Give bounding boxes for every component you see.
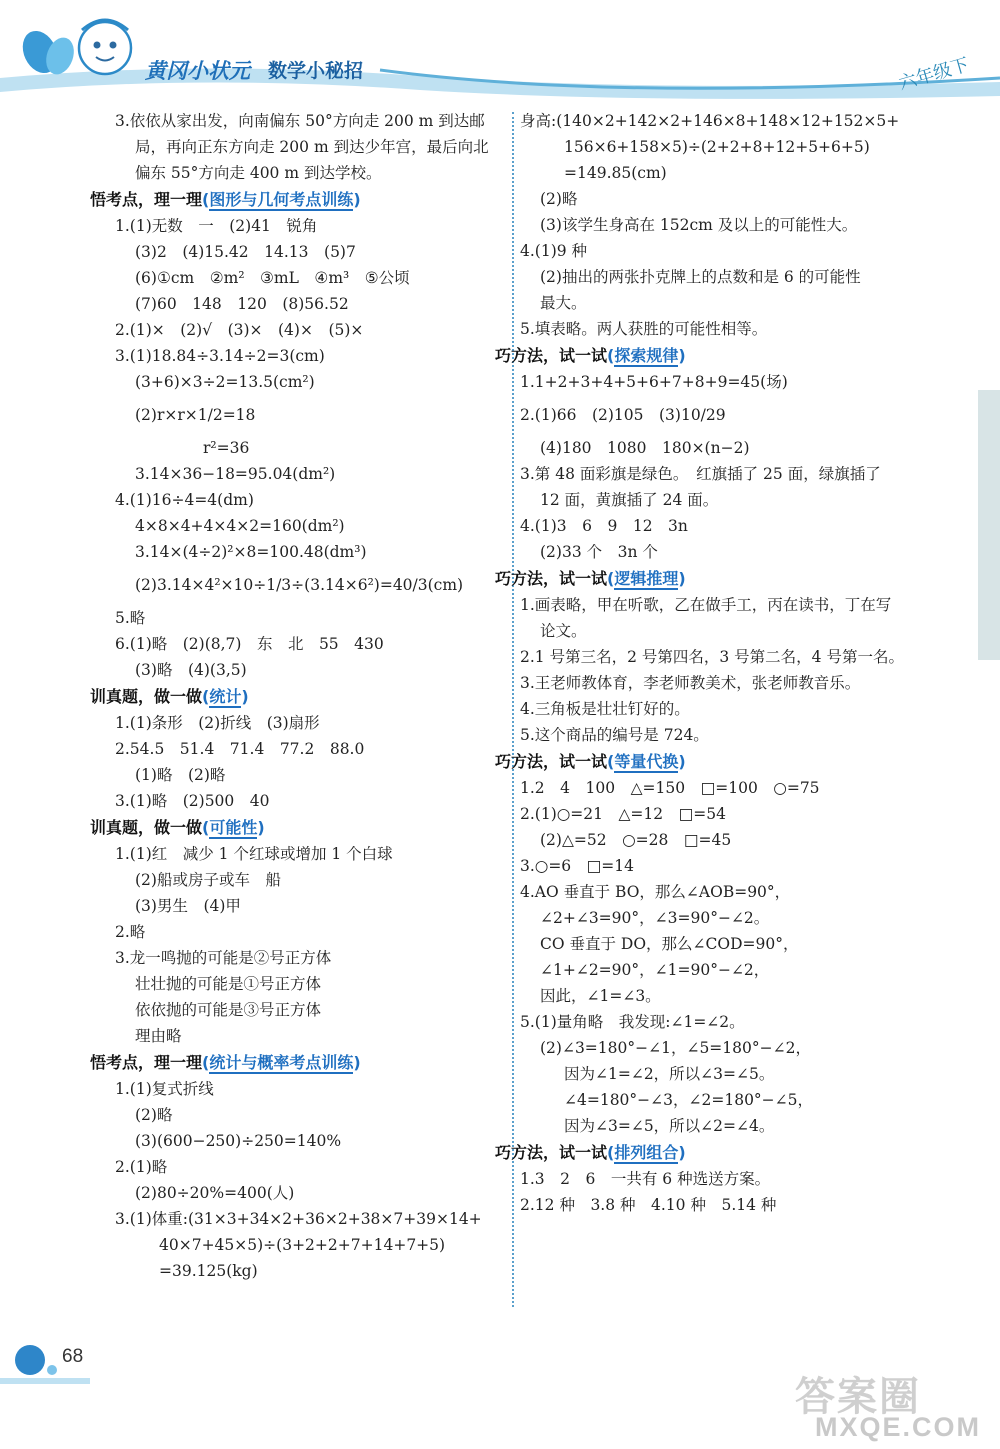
answer-line: ∠2+∠3=90°，∠3=90°−∠2。 [540,909,770,927]
answer-line: r²=36 [203,439,250,457]
answer-line: ∠4=180°−∠3，∠2=180°−∠5， [564,1091,814,1109]
answer-line: (2)略 [135,1106,173,1124]
grade-label: 六年级下 [896,54,972,95]
answer-line: (3)(600−250)÷250=140% [135,1132,342,1150]
answer-line: 3.○=6 □=14 [520,857,635,875]
answer-line: 156×6+158×5)÷(2+2+8+12+5+6+5) [564,138,870,156]
answer-line: (2)r×r×1/2=18 [135,406,256,424]
answer-line: (2)80÷20%=400(人) [135,1184,295,1202]
answer-line: 论文。 [540,622,587,640]
section-title: 训真题，做一做 [90,818,203,837]
answer-line: CO 垂直于 DO，那么∠COD=90°， [540,935,799,953]
answer-line: 2.(1)略 [115,1158,168,1176]
section-title: 巧方法，试一试 [495,1143,608,1162]
answer-line: 2.12 种 3.8 种 4.10 种 5.14 种 [520,1196,777,1214]
section-heading: 巧方法，试一试(排列组合) [495,1143,686,1162]
answer-line: ∠1+∠2=90°，∠1=90°−∠2， [540,961,770,979]
answer-line: 依依抛的可能是③号正方体 [135,1001,322,1019]
answer-line: 4.(1)3 6 9 12 3n [520,517,688,535]
answer-line: 3.龙一鸣抛的可能是②号正方体 [115,949,332,967]
answer-line: 1.1+2+3+4+5+6+7+8+9=45(场) [520,373,788,391]
section-topic: 探索规律 [614,346,679,365]
section-title: 悟考点，理一理 [90,1053,203,1072]
answer-line: (2)△=52 ○=28 □=45 [540,831,732,849]
answer-line: 2.(1)× (2)√ (3)× (4)× (5)× [115,321,364,339]
header-banner [0,0,1000,105]
answer-line: 偏东 55°方向走 400 m 到达学校。 [135,164,382,182]
answer-line: 3.(1)体重:(31×3+34×2+36×2+38×7+39×14+ [115,1210,482,1228]
answer-line: 4.(1)16÷4=4(dm) [115,491,254,509]
answer-line: 1.(1)条形 (2)折线 (3)扇形 [115,714,320,732]
answer-line: (2)∠3=180°−∠1，∠5=180°−∠2， [540,1039,811,1057]
answer-line: 3.14×36−18=95.04(dm²) [135,465,336,483]
answer-line: =149.85(cm) [564,164,667,182]
answer-line: 1.2 4 100 △=150 □=100 ○=75 [520,779,820,797]
answer-line: 4.AO 垂直于 BO，那么∠AOB=90°， [520,883,791,901]
answer-line: 3.14×(4÷2)²×8=100.48(dm³) [135,543,367,561]
section-title: 巧方法，试一试 [495,752,608,771]
answer-line: 5.填表略。两人获胜的可能性相等。 [520,320,768,338]
answer-line: 5.略 [115,609,146,627]
page-header [0,0,1000,105]
section-title: 训真题，做一做 [90,687,203,706]
answer-line: 因为∠3=∠5，所以∠2=∠4。 [564,1117,775,1135]
watermark-logo: 答案圈 [795,1374,921,1420]
section-title: 悟考点，理一理 [90,190,203,209]
answer-line: 1.(1)红 减少 1 个红球或增加 1 个白球 [115,845,393,863]
answer-line: 局，再向正东方向走 200 m 到达少年宫，最后向北 [135,138,489,156]
section-heading: 悟考点，理一理(图形与几何考点训练) [90,190,361,209]
answer-line: 1.(1)无数 一 (2)41 锐角 [115,217,318,235]
answer-line: 2.54.5 51.4 71.4 77.2 88.0 [115,740,365,758]
answer-line: 3.依依从家出发，向南偏东 50°方向走 200 m 到达邮 [115,112,485,130]
section-heading: 悟考点，理一理(统计与概率考点训练) [90,1053,361,1072]
section-heading: 巧方法，试一试(等量代换) [495,752,686,771]
answer-line: (2)抽出的两张扑克牌上的点数和是 6 的可能性 [540,268,861,286]
answer-line: (3)2 (4)15.42 14.13 (5)7 [135,243,356,261]
answer-line: =39.125(kg) [159,1262,258,1280]
answer-line: 2.(1)○=21 △=12 □=54 [520,805,726,823]
answer-line: 3.(1)略 (2)500 40 [115,792,270,810]
section-topic: 可能性 [209,818,258,837]
answer-line: 4.(1)9 种 [520,242,588,260]
page-number: 68 [62,1346,84,1367]
answer-line: (1)略 (2)略 [135,766,226,784]
answer-line: 40×7+45×5)÷(3+2+2+7+14+7+5) [159,1236,446,1254]
answer-column-right [495,108,945,1218]
section-topic: 等量代换 [614,752,679,771]
answer-line: 因此，∠1=∠3。 [540,987,661,1005]
mascot-icon [79,22,131,74]
answer-line: 4.三角板是壮壮钉好的。 [520,700,690,718]
section-heading: 训真题，做一做(可能性) [90,818,265,837]
section-topic: 图形与几何考点训练 [209,190,354,209]
answer-line: 理由略 [135,1027,182,1045]
section-topic: 排列组合 [614,1143,679,1162]
section-title: 巧方法，试一试 [495,346,608,365]
answer-line: 5.这个商品的编号是 724。 [520,726,709,744]
answer-line: 2.(1)66 (2)105 (3)10/29 [520,406,726,424]
brand-title: 黄冈小状元 [145,59,250,83]
answer-line: 4×8×4+4×4×2=160(dm²) [135,517,345,535]
section-heading: 巧方法，试一试(探索规律) [495,346,686,365]
section-heading: 巧方法，试一试(逻辑推理) [495,569,686,588]
answer-line: (3)男生 (4)甲 [135,897,241,915]
answer-line: (6)①cm ②m² ③mL ④m³ ⑤公顷 [135,269,410,287]
answer-line: (3)略 (4)(3,5) [135,661,247,679]
answer-line: 2.略 [115,923,146,941]
answer-line: (2)船或房子或车 船 [135,871,281,889]
page-edge-band [978,390,1000,660]
answer-line: 因为∠1=∠2，所以∠3=∠5。 [564,1065,775,1083]
answer-line: 3.第 48 面彩旗是绿色。 红旗插了 25 面，绿旗插了 [520,465,881,483]
answer-line: (7)60 148 120 (8)56.52 [135,295,349,313]
answer-line: 1.(1)复式折线 [115,1080,214,1098]
answer-column-left [90,108,510,1284]
column-divider [512,112,514,1307]
answer-line: 壮壮抛的可能是①号正方体 [135,975,322,993]
answer-line: 3.(1)18.84÷3.14÷2=3(cm) [115,347,325,365]
answer-line: 身高:(140×2+142×2+146×8+148×12+152×5+ [520,112,900,130]
answer-line: (2)3.14×4²×10÷1/3÷(3.14×6²)=40/3(cm) [135,576,464,594]
answer-line: (3+6)×3÷2=13.5(cm²) [135,373,315,391]
answer-line: 12 面，黄旗插了 24 面。 [540,491,719,509]
answer-line: (3)该学生身高在 152cm 及以上的可能性大。 [540,216,858,234]
section-topic: 统计 [209,687,242,706]
page-number-decoration [0,1340,120,1390]
watermark-url: MXQE.COM [815,1412,982,1442]
answer-line: 2.1 号第三名，2 号第四名，3 号第二名，4 号第一名。 [520,648,904,666]
section-title: 巧方法，试一试 [495,569,608,588]
answer-line: 最大。 [540,294,587,312]
section-topic: 逻辑推理 [614,569,679,588]
answer-line: 1.画表略，甲在听歌，乙在做手工，丙在读书，丁在写 [520,596,892,614]
answer-line: (2)33 个 3n 个 [540,543,658,561]
answer-line: (4)180 1080 180×(n−2) [540,439,750,457]
section-topic: 统计与概率考点训练 [209,1053,354,1072]
answer-line: 5.(1)量角略 我发现:∠1=∠2。 [520,1013,745,1031]
brand-subtitle: 数学小秘招 [268,60,364,82]
answer-line: 3.王老师教体育，李老师教美术，张老师教音乐。 [520,674,861,692]
answer-line: 1.3 2 6 一共有 6 种选送方案。 [520,1170,771,1188]
answer-line: (2)略 [540,190,578,208]
section-heading: 训真题，做一做(统计) [90,687,249,706]
answer-line: 6.(1)略 (2)(8,7) 东 北 55 430 [115,635,384,653]
